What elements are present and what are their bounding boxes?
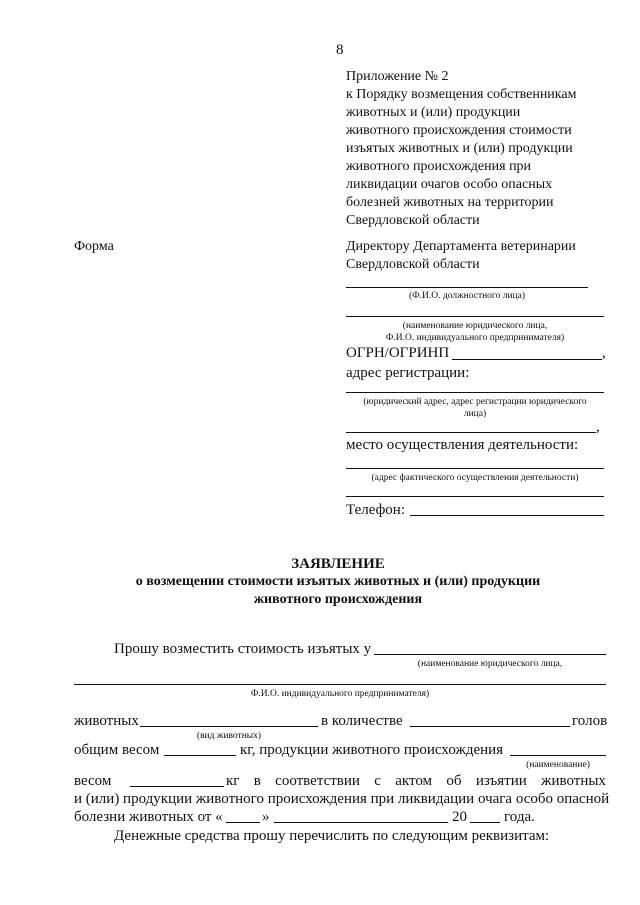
appendix-line: Приложение № 2 <box>346 69 449 84</box>
total-weight-field[interactable] <box>164 755 236 756</box>
quantity-label: в количестве <box>321 713 403 729</box>
animals-label: животных <box>74 713 139 729</box>
reg-address-line[interactable] <box>346 392 604 393</box>
disease-prefix: болезни животных от « <box>74 809 223 825</box>
applicant-field-2[interactable] <box>74 684 606 685</box>
reg-comma: , <box>596 419 600 435</box>
org-caption-2: Ф.И.О. индивидуального предпринимателя) <box>385 333 565 343</box>
year-suffix: года. <box>504 809 535 825</box>
heads-label: голов <box>572 713 608 729</box>
request-prefix: Прошу возместить стоимость изъятых у <box>114 641 372 657</box>
activity-caption: (адрес фактического осуществления деятельности) <box>371 473 579 483</box>
appendix-line: изъятых животных и (или) продукции <box>346 141 573 156</box>
activity-line[interactable] <box>346 468 604 469</box>
doc-title: ЗАЯВЛЕНИЕ <box>291 556 385 572</box>
act-word: животных <box>541 773 606 789</box>
phone-label: Телефон: <box>346 502 405 518</box>
appendix-line: Свердловской области <box>346 213 480 228</box>
act-word: кг <box>226 773 240 789</box>
act-word: соответствии <box>275 773 360 789</box>
paragraph-line-2: и (или) продукции животного происхождения при ликвидации очага особо опасной <box>74 791 610 807</box>
act-word: с <box>374 773 381 789</box>
reg-caption-2: лица) <box>463 409 487 419</box>
weight-field[interactable] <box>130 786 224 787</box>
appendix-line: животных и (или) продукции <box>346 105 521 120</box>
applicant-caption: (наименование юридического лица, <box>417 659 563 669</box>
addressee-line-1: Директору Департамента ветеринарии <box>346 239 576 254</box>
addressee-line-2: Свердловской области <box>346 257 480 272</box>
year-field[interactable] <box>470 822 500 823</box>
act-word: об <box>446 773 462 789</box>
year-prefix: 20 <box>452 809 467 825</box>
appendix-line: ликвидации очагов особо опасных <box>346 177 553 192</box>
org-caption-1: (наименование юридического лица, <box>402 321 548 331</box>
total-weight-label: общим весом <box>74 742 160 758</box>
appendix-line: болезней животных на территории <box>346 195 554 210</box>
appendix-line: животного происхождения стоимости <box>346 123 572 138</box>
activity-line-2[interactable] <box>346 496 604 497</box>
doc-subtitle-1: о возмещении стоимости изъятых животных и (или) продукции <box>135 574 541 589</box>
product-name-field[interactable] <box>510 755 606 756</box>
ogrn-field[interactable] <box>452 359 602 360</box>
payment-line: Денежные средства прошу перечислить по следующим реквизитам: <box>114 828 550 844</box>
reg-address-line-2[interactable] <box>346 432 596 433</box>
fio-line[interactable] <box>346 287 588 288</box>
reg-caption-1: (юридический адрес, адрес регистрации юридического <box>363 397 587 407</box>
doc-subtitle-2: животного происхождения <box>253 592 423 607</box>
quote-close: » <box>262 809 270 825</box>
product-name-caption: (наименование) <box>526 760 590 770</box>
org-name-line[interactable] <box>346 316 604 317</box>
month-field[interactable] <box>274 822 448 823</box>
applicant-caption-2: Ф.И.О. индивидуального предпринимателя) <box>250 689 430 699</box>
form-label: Форма <box>74 239 114 254</box>
ogrn-label: ОГРН/ОГРИНП <box>346 345 450 361</box>
applicant-field[interactable] <box>374 654 606 655</box>
act-word: актом <box>395 773 433 789</box>
kg-product-label: кг, продукции животного происхождения <box>240 742 504 758</box>
activity-label: место осуществления деятельности: <box>346 437 579 453</box>
appendix-line: к Порядку возмещения собственникам <box>346 87 577 102</box>
appendix-block <box>346 68 616 230</box>
fio-caption: (Ф.И.О. должностного лица) <box>409 291 525 301</box>
page-number: 8 <box>336 42 344 58</box>
animal-type-field[interactable] <box>140 726 318 727</box>
day-field[interactable] <box>226 822 260 823</box>
quantity-field[interactable] <box>410 726 570 727</box>
animal-type-caption: (вид животных) <box>196 731 262 741</box>
act-word: в <box>253 773 261 789</box>
reg-address-label: адрес регистрации: <box>346 365 470 381</box>
ogrn-comma: , <box>602 345 606 361</box>
phone-field[interactable] <box>410 515 604 516</box>
act-reference <box>226 772 606 790</box>
act-word: изъятии <box>475 773 527 789</box>
weight-label: весом <box>74 773 112 789</box>
appendix-line: животного происхождения при <box>346 159 532 174</box>
